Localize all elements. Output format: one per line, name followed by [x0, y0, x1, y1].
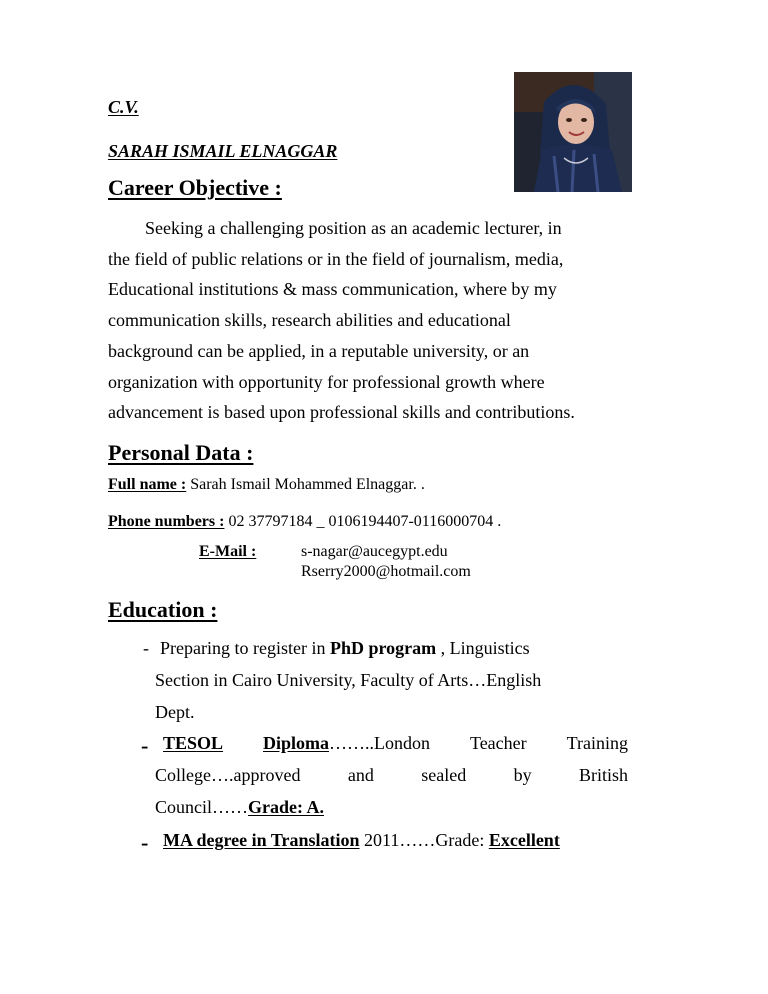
education-item-line: College….approved and sealed by British — [155, 765, 628, 785]
education-item-line: Preparing to register in PhD program , Linguistics — [160, 638, 530, 658]
education-item-line: Dept. — [155, 702, 195, 722]
personal-data-heading: Personal Data : — [108, 440, 254, 465]
full-name-value: Sarah Ismail Mohammed Elnaggar. . — [186, 476, 425, 493]
portrait-photo-icon — [514, 72, 632, 192]
education-item-line: TESOL Diploma……..London Teacher Training — [163, 733, 628, 753]
email-address: Rserry2000@hotmail.com — [301, 563, 471, 580]
email-label: E-Mail : — [199, 543, 257, 560]
education-heading: Education : — [108, 597, 218, 622]
phone-label: Phone numbers : — [108, 513, 225, 530]
objective-line: communication skills, research abilities and educational — [108, 310, 511, 331]
objective-line: Educational institutions & mass communication, where by my — [108, 279, 557, 300]
full-name-row — [108, 476, 425, 494]
career-objective-heading: Career Objective : — [108, 175, 282, 200]
education-item-line: Section in Cairo University, Faculty of Arts…English — [155, 670, 542, 690]
candidate-name: SARAH ISMAIL ELNAGGAR — [108, 141, 338, 161]
cv-label: C.V. — [108, 97, 139, 117]
objective-line: background can be applied, in a reputable university, or an — [108, 340, 530, 361]
objective-line: organization with opportunity for professional growth where — [108, 371, 545, 392]
objective-line: Seeking a challenging position as an academic lecturer, in — [145, 218, 562, 238]
phone-row — [108, 513, 501, 531]
education-item-line: Council……Grade: A. — [155, 797, 324, 817]
list-dash: - — [141, 830, 149, 855]
objective-line: the field of public relations or in the field of journalism, media, — [108, 248, 564, 269]
email-address: s-nagar@aucegypt.edu — [301, 543, 448, 560]
list-dash: - — [143, 638, 149, 658]
career-objective-paragraph — [108, 213, 630, 428]
phone-value: 02 37797184 _ 0106194407-0116000704 . — [224, 513, 502, 530]
objective-line: advancement is based upon professional skills and contributions. — [108, 402, 575, 423]
full-name-label: Full name : — [108, 476, 187, 493]
education-item-line: MA degree in Translation 2011……Grade: Excellent — [163, 830, 560, 850]
list-dash: - — [141, 733, 149, 758]
